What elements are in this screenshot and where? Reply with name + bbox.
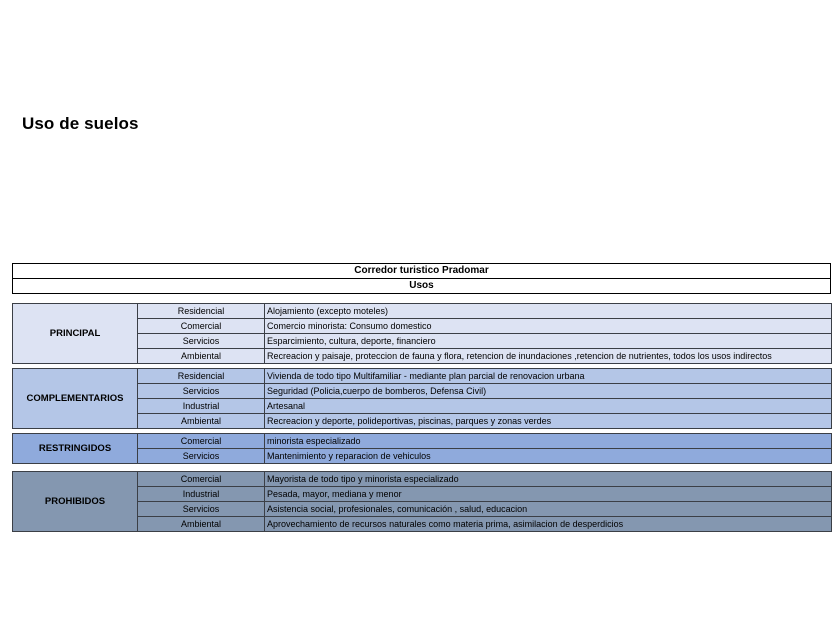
table-title: Corredor turistico Pradomar (13, 264, 831, 279)
use-description-cell: Pesada, mayor, mediana y menor (265, 487, 832, 502)
use-type-cell: Comercial (138, 472, 265, 487)
use-description-cell: Mantenimiento y reparacion de vehiculos (265, 449, 832, 464)
use-type-cell: Ambiental (138, 349, 265, 364)
use-description-cell: Alojamiento (excepto moteles) (265, 304, 832, 319)
group-restringidos (12, 433, 832, 464)
group-principal (12, 303, 832, 364)
use-description-cell: Artesanal (265, 399, 832, 414)
use-description-cell: Asistencia social, profesionales, comunicación , salud, educacion (265, 502, 832, 517)
table-subtitle: Usos (13, 279, 831, 294)
group-label: RESTRINGIDOS (13, 434, 138, 464)
group-label: COMPLEMENTARIOS (13, 369, 138, 429)
use-description-cell: Seguridad (Policia,cuerpo de bomberos, Defensa Civil) (265, 384, 832, 399)
use-type-cell: Residencial (138, 369, 265, 384)
use-type-cell: Servicios (138, 334, 265, 349)
group-complementarios (12, 368, 832, 429)
table-row (13, 472, 832, 487)
group-prohibidos (12, 471, 832, 532)
use-description-cell: minorista especializado (265, 434, 832, 449)
use-description-cell: Aprovechamiento de recursos naturales como materia prima, asimilacion de desperdicios (265, 517, 832, 532)
use-type-cell: Comercial (138, 434, 265, 449)
table-row (13, 434, 832, 449)
use-description-cell: Comercio minorista: Consumo domestico (265, 319, 832, 334)
use-type-cell: Comercial (138, 319, 265, 334)
table-row (13, 304, 832, 319)
use-description-cell: Recreacion y paisaje, proteccion de fauna y flora, retencion de inundaciones ,retencion de nutrientes, todos los usos indirectos (265, 349, 832, 364)
page-title: Uso de suelos (22, 114, 139, 133)
table-row (13, 369, 832, 384)
use-type-cell: Servicios (138, 449, 265, 464)
use-description-cell: Recreacion y deporte, polideportivas, piscinas, parques y zonas verdes (265, 414, 832, 429)
use-description-cell: Esparcimiento, cultura, deporte, financiero (265, 334, 832, 349)
use-type-cell: Ambiental (138, 517, 265, 532)
use-type-cell: Industrial (138, 487, 265, 502)
group-label: PRINCIPAL (13, 304, 138, 364)
use-type-cell: Servicios (138, 384, 265, 399)
use-type-cell: Industrial (138, 399, 265, 414)
use-type-cell: Servicios (138, 502, 265, 517)
use-description-cell: Mayorista de todo tipo y minorista especializado (265, 472, 832, 487)
group-label: PROHIBIDOS (13, 472, 138, 532)
use-type-cell: Ambiental (138, 414, 265, 429)
use-description-cell: Vivienda de todo tipo Multifamiliar - mediante plan parcial de renovacion urbana (265, 369, 832, 384)
table-header (12, 263, 831, 294)
use-type-cell: Residencial (138, 304, 265, 319)
